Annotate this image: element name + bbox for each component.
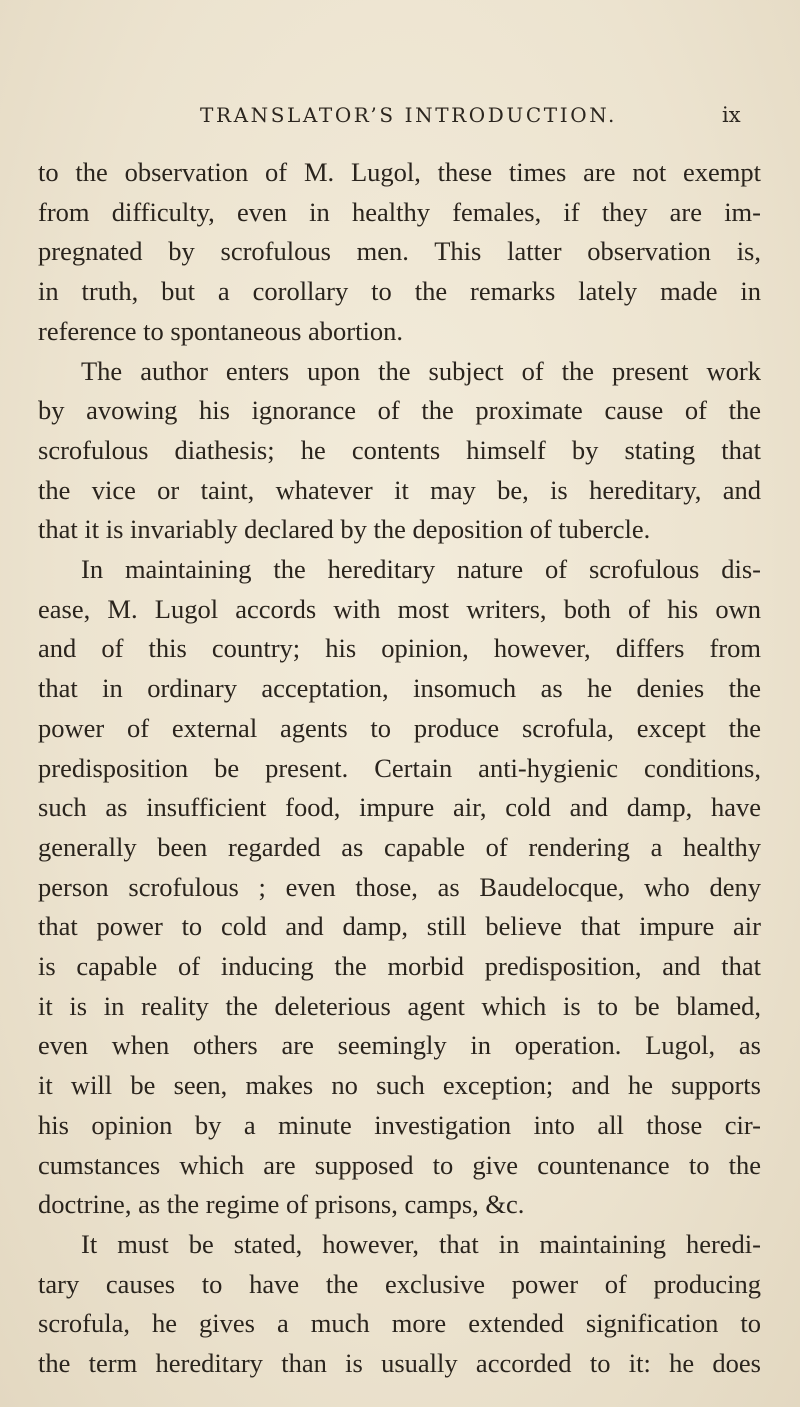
text-line: pregnated by scrofulous men. This latter observation is,: [38, 236, 761, 267]
text-line: it is in reality the deleterious agent which is to be blamed,: [38, 990, 761, 1021]
text-line: by avowing his ignorance of the proximate cause of the: [38, 395, 761, 426]
text-line: in truth, but a corollary to the remarks lately made in: [38, 276, 761, 307]
text-line: scrofula, he gives a much more extended signification to: [38, 1308, 761, 1339]
text-line: and of this country; his opinion, however, differs from: [38, 633, 761, 664]
text-line: that in ordinary acceptation, insomuch as he denies the: [38, 673, 761, 704]
text-line: that it is invariably declared by the deposition of tubercle.: [38, 514, 651, 545]
text-line: it will be seen, makes no such exception; and he supports: [38, 1070, 761, 1101]
text-line: to the observation of M. Lugol, these times are not exempt: [38, 157, 761, 187]
text-line: It must be stated, however, that in maintaining heredi-: [81, 1228, 761, 1259]
text-line: such as insufficient food, impure air, cold and damp, have: [38, 792, 761, 823]
text-line: The author enters upon the subject of the present work: [81, 355, 761, 386]
text-line: the vice or taint, whatever it may be, is hereditary, and: [38, 474, 761, 505]
text-line: cumstances which are supposed to give countenance to the: [38, 1149, 761, 1180]
page-header: [0, 103, 800, 143]
running-head: TRANSLATOR’S INTRODUCTION.: [200, 103, 617, 127]
text-line: predisposition be present. Certain anti-hygienic conditions,: [38, 752, 761, 783]
text-line: power of external agents to produce scrofula, except the: [38, 712, 761, 743]
text-line: reference to spontaneous abortion.: [38, 315, 403, 346]
text-line: his opinion by a minute investigation into all those cir-: [38, 1109, 761, 1140]
text-line: that power to cold and damp, still believe that impure air: [38, 911, 761, 942]
text-line: the term hereditary than is usually accorded to it: he does: [38, 1348, 761, 1378]
page-number: ix: [722, 103, 741, 127]
text-line: even when others are seemingly in operation. Lugol, as: [38, 1030, 761, 1061]
text-line: from difficulty, even in healthy females, if they are im-: [38, 196, 761, 227]
text-line: scrofulous diathesis; he contents himself by stating that: [38, 434, 761, 465]
text-line: generally been regarded as capable of rendering a healthy: [38, 831, 761, 862]
text-line: person scrofulous ; even those, as Baudelocque, who deny: [38, 871, 761, 902]
text-line: In maintaining the hereditary nature of scrofulous dis-: [81, 554, 761, 584]
text-line: is capable of inducing the morbid predisposition, and that: [38, 951, 761, 981]
text-line: tary causes to have the exclusive power of producing: [38, 1268, 761, 1299]
text-line: doctrine, as the regime of prisons, camps, &c.: [38, 1189, 525, 1220]
text-line: ease, M. Lugol accords with most writers, both of his own: [38, 593, 761, 624]
